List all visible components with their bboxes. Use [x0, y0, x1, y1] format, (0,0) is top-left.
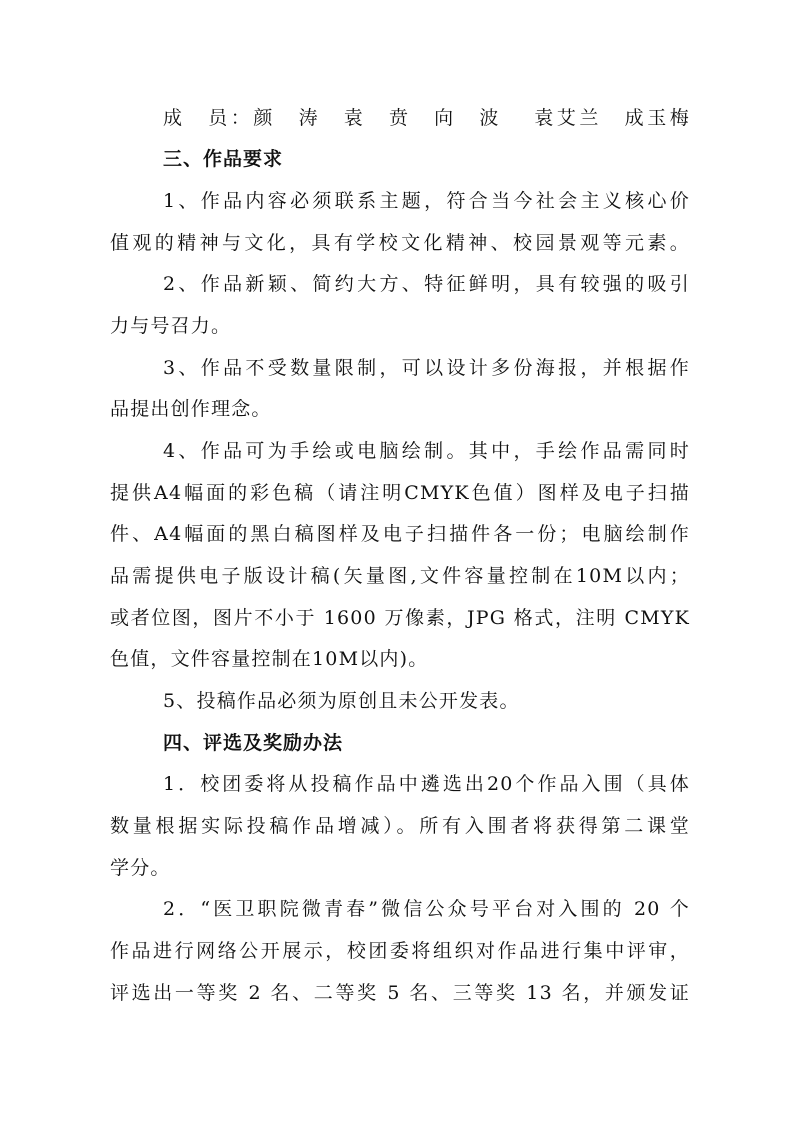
members-line: 成 员：颜 涛 袁 贲 向 波 袁艾兰 成玉梅 [163, 107, 690, 129]
paragraph-line: 品需提供电子版设计稿(矢量图,文件容量控制在10M以内； [110, 565, 690, 587]
paragraph-line: 1．校团委将从投稿作品中遴选出20个作品入围（具体 [163, 773, 690, 795]
paragraph-line: 1、作品内容必须联系主题，符合当今社会主义核心价 [163, 190, 690, 212]
paragraph-line: 2．“医卫职院微青春”微信公众号平台对入围的 20 个 [163, 898, 690, 920]
paragraph-line: 件、A4幅面的黑白稿图样及电子扫描件各一份；电脑绘制作 [110, 523, 690, 545]
paragraph-line: 色值，文件容量控制在10M以内)。 [110, 648, 429, 670]
paragraph-line: 4、作品可为手绘或电脑绘制。其中，手绘作品需同时 [163, 440, 690, 462]
paragraph-line: 5、投稿作品必须为原创且未公开发表。 [163, 690, 520, 712]
section-heading-awards: 四、评选及奖励办法 [163, 732, 344, 754]
paragraph-line: 或者位图，图片不小于 1600 万像素，JPG 格式，注明 CMYK [110, 607, 690, 629]
paragraph-line: 3、作品不受数量限制，可以设计多份海报，并根据作 [163, 357, 690, 379]
paragraph-line: 提供A4幅面的彩色稿（请注明CMYK色值）图样及电子扫描 [110, 482, 690, 504]
paragraph-line: 评选出一等奖 2 名、二等奖 5 名、三等奖 13 名，并颁发证 [110, 982, 690, 1004]
paragraph-line: 值观的精神与文化，具有学校文化精神、校园景观等元素。 [110, 232, 690, 254]
paragraph-line: 作品进行网络公开展示，校团委将组织对作品进行集中评审， [110, 940, 690, 962]
paragraph-line: 学分。 [110, 857, 171, 879]
paragraph-line: 数量根据实际投稿作品增减）。所有入围者将获得第二课堂 [110, 815, 690, 837]
paragraph-line: 2、作品新颖、简约大方、特征鲜明，具有较强的吸引 [163, 273, 690, 295]
section-heading-requirements: 三、作品要求 [163, 148, 284, 170]
paragraph-line: 品提出创作理念。 [110, 398, 272, 420]
paragraph-line: 力与号召力。 [110, 315, 232, 337]
